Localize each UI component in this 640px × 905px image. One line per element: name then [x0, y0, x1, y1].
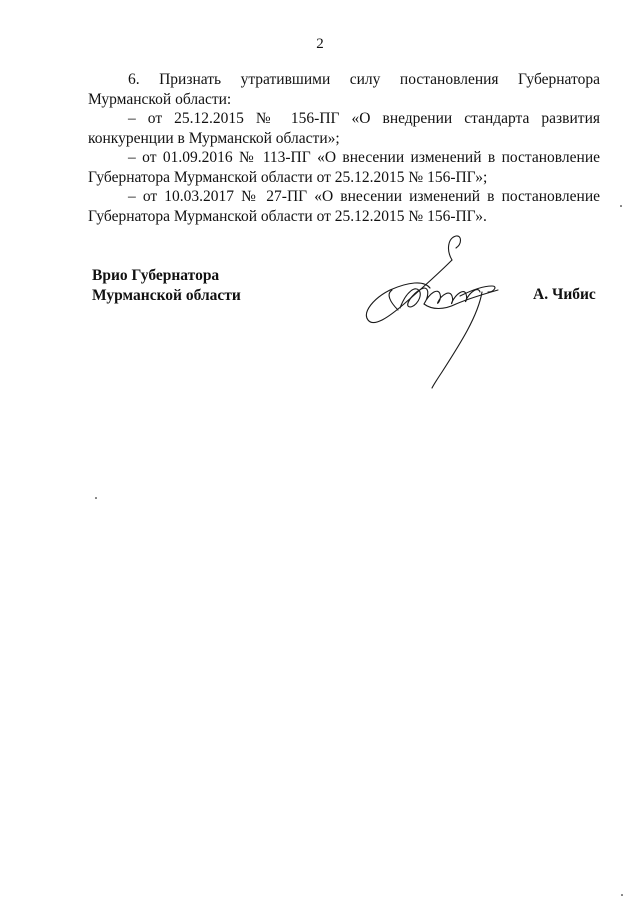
signatory-position	[92, 266, 241, 305]
scan-speck	[621, 894, 623, 896]
paragraph-item-2: – от 01.09.2016 № 113-ПГ «О внесении изменений в постановление Губернатора Мурманской области от 25.12.2015 № 156-ПГ»;	[88, 149, 600, 186]
signatory-position-line1: Врио Губернатора	[92, 267, 220, 284]
signatory-name: А. Чибис	[533, 286, 596, 303]
handwritten-signature	[360, 232, 530, 392]
scan-speck	[95, 497, 97, 499]
document-body	[88, 70, 600, 226]
scan-speck	[620, 205, 622, 207]
signatory-position-line2: Мурманской области	[92, 286, 241, 304]
paragraph-item-3: – от 10.03.2017 № 27-ПГ «О внесении изменений в постановление Губернатора Мурманской области от 25.12.2015 № 156-ПГ».	[88, 188, 600, 225]
page-number: 2	[316, 36, 324, 52]
paragraph-item-1: – от 25.12.2015 № 156-ПГ «О внедрении стандарта развития конкуренции в Мурманской области»;	[88, 110, 600, 147]
paragraph-repeal-clause: 6. Признать утратившими силу постановления Губернатора Мурманской области:	[88, 71, 600, 108]
